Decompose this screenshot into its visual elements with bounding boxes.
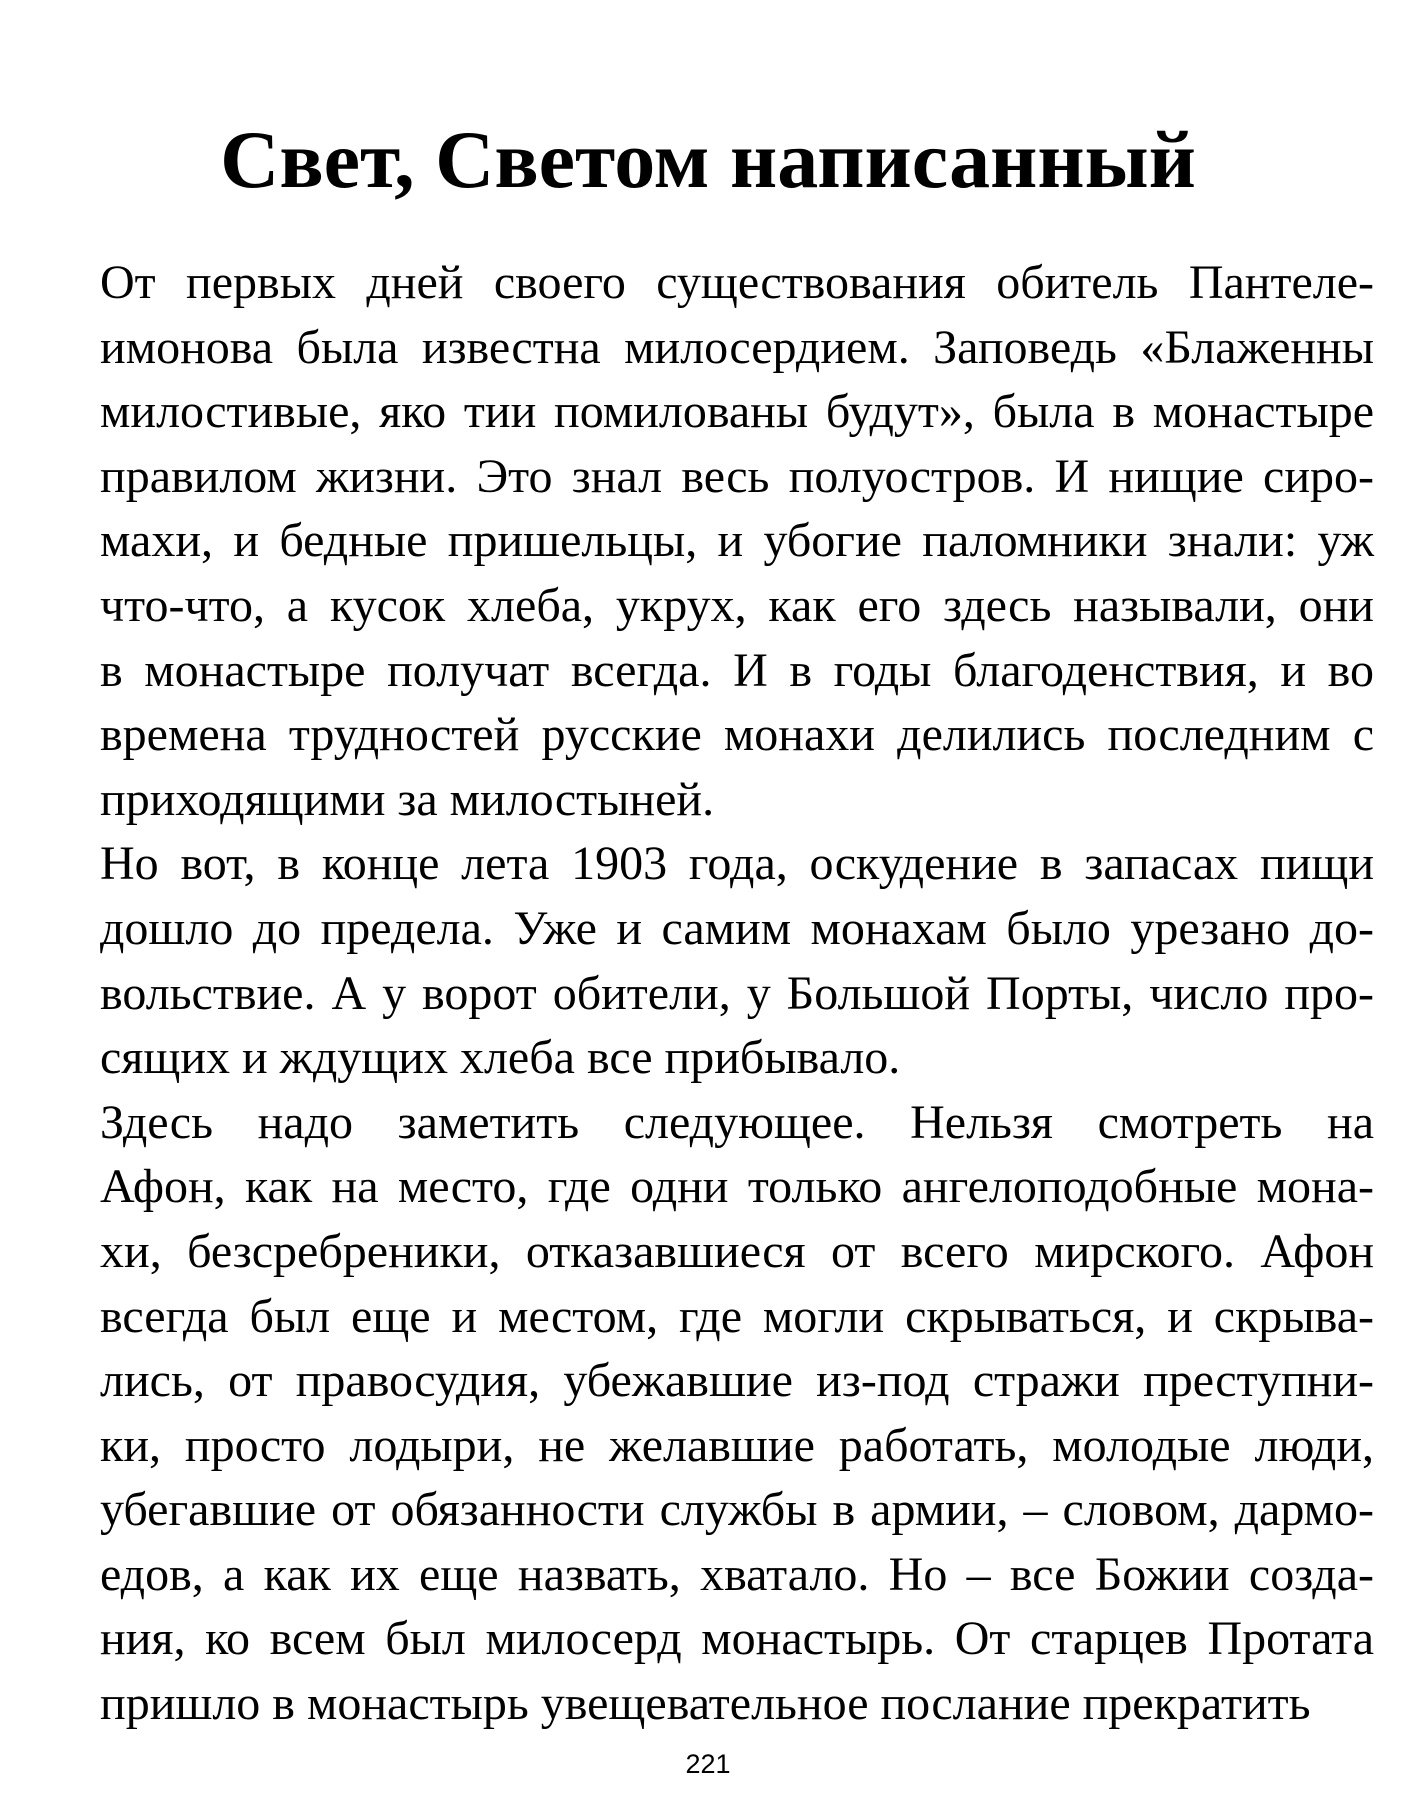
text-line: хи, безсребреники, отказавшиеся от всего мирского. Афон <box>100 1224 1374 1278</box>
paragraph <box>42 251 1374 832</box>
page-number: 221 <box>685 1749 731 1779</box>
text-line: милостивые, яко тии помилованы будут», была в монастыре <box>100 385 1374 439</box>
text-line: вольствие. А у ворот обители, у Большой Порты, число про- <box>100 966 1374 1020</box>
text-line: ки, просто лодыри, не желавшие работать, молодые люди, <box>100 1418 1374 1472</box>
text-line: махи, и бедные пришельцы, и убогие паломники знали: уж <box>100 514 1374 568</box>
text-line: пришло в монастырь увещевательное послание прекратить <box>100 1677 1311 1731</box>
text-line: времена трудностей русские монахи делились последним с <box>100 708 1374 762</box>
text-line: что-что, а кусок хлеба, укрух, как его здесь называли, они <box>100 578 1374 632</box>
paragraph <box>42 1091 1374 1737</box>
text-line: в монастыре получат всегда. И в годы благоденствия, и во <box>100 643 1374 697</box>
paragraph <box>42 832 1374 1090</box>
text-line: имонова была известна милосердием. Заповедь «Блаженны <box>100 320 1374 374</box>
text-line: убегавшие от обязанности службы в армии, – словом, дармо- <box>100 1483 1374 1537</box>
text-line: Но вот, в конце лета 1903 года, оскудение в запасах пищи <box>100 837 1374 891</box>
chapter-title: Свет, Светом написанный <box>220 114 1196 205</box>
text-line: дошло до предела. Уже и самим монахам было урезано до- <box>100 901 1374 955</box>
body-text <box>42 251 1374 1737</box>
text-line: Здесь надо заметить следующее. Нельзя смотреть на <box>100 1095 1374 1149</box>
text-line: ния, ко всем был милосерд монастырь. От старцев Протата <box>100 1612 1374 1666</box>
text-line: лись, от правосудия, убежавшие из-под стражи преступни- <box>100 1354 1374 1408</box>
text-line: всегда был еще и местом, где могли скрываться, и скрыва- <box>100 1289 1374 1343</box>
text-line: правилом жизни. Это знал весь полуостров. И нищие сиро- <box>100 449 1374 503</box>
book-page <box>42 0 1374 1807</box>
text-line: едов, а как их еще назвать, хватало. Но – все Божии созда- <box>100 1547 1374 1601</box>
text-line: приходящими за милостыней. <box>100 772 715 826</box>
text-line: От первых дней своего существования обитель Пантеле- <box>100 256 1374 309</box>
text-line: Афон, как на место, где одни только ангелоподобные мона- <box>100 1160 1374 1214</box>
text-line: сящих и ждущих хлеба все прибывало. <box>100 1031 901 1085</box>
